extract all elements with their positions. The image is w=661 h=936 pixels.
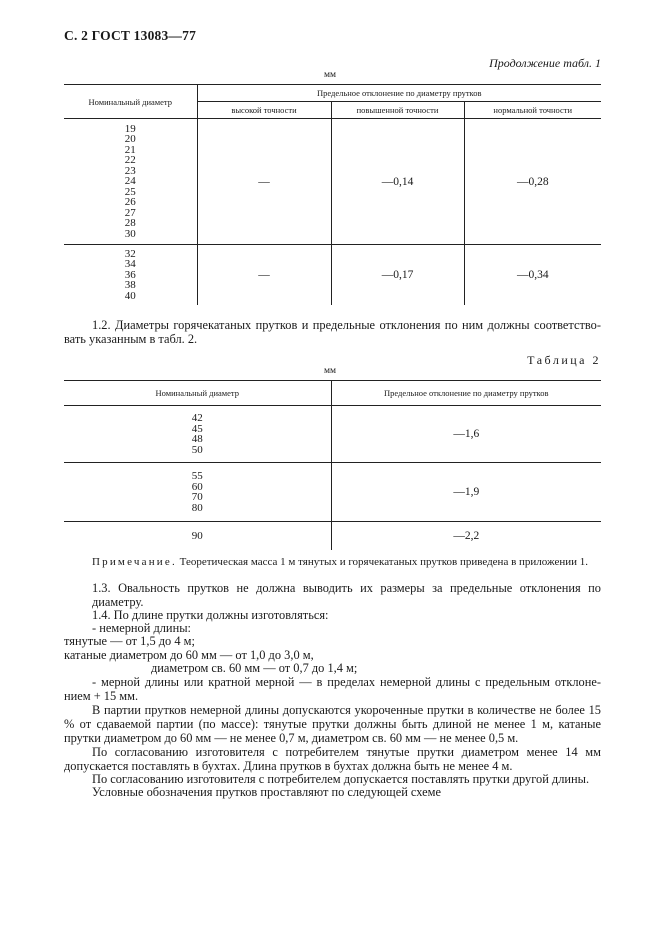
table1-subcol-normal: нормальной точности <box>493 105 573 115</box>
table-note <box>92 556 588 568</box>
table-cell: — <box>197 119 331 245</box>
table1-col-nominal: Номинальный диаметр <box>64 85 197 119</box>
table-row <box>64 245 601 306</box>
size-value: 27 <box>124 206 136 219</box>
paragraph: По согласованию изготовителя с потребителем допускается поставлять прутки другой длины. <box>92 772 590 787</box>
size-list <box>64 249 197 302</box>
size-value: 38 <box>124 279 136 292</box>
list-item: тянутые — от 1,5 до 4 м; <box>64 634 195 649</box>
table-cell: —1,9 <box>331 463 601 522</box>
size-value: 28 <box>124 217 136 230</box>
size-value: 55 <box>191 470 203 482</box>
table-cell: —0,28 <box>464 119 601 245</box>
body-text <box>64 581 601 799</box>
table1-subcol-increased: повышенной точности <box>331 102 464 119</box>
size-value: 22 <box>124 154 136 167</box>
size-value: 26 <box>124 196 136 209</box>
size-value: 24 <box>124 175 136 188</box>
size-value: 36 <box>124 268 136 281</box>
table1-unit: мм <box>324 70 337 80</box>
size-list <box>64 531 331 542</box>
size-list <box>64 124 197 240</box>
table-1 <box>64 84 601 305</box>
size-value: 21 <box>124 143 136 156</box>
table-cell: — <box>197 245 331 306</box>
list-item: - немерной длины: <box>92 621 191 636</box>
size-list <box>64 413 331 455</box>
size-value: 34 <box>124 258 136 271</box>
size-value: 60 <box>191 480 203 493</box>
table-continuation-label: Продолжение табл. 1 <box>489 56 601 70</box>
paragraph: Условные обозначения прутков проставляют по следующей схеме <box>92 785 441 800</box>
size-value: 25 <box>124 185 136 198</box>
size-value: 40 <box>124 289 136 302</box>
table1-sizes-cell <box>64 245 197 306</box>
paragraph-1-3: 1.3. Овальность прутков не должна выводить их размеры за предельные отклонения по диаметру. <box>92 581 601 609</box>
table-cell: —2,2 <box>453 530 480 542</box>
list-item: катаные диаметром до 60 мм — от 1,0 до 3,0 м, <box>64 647 314 662</box>
table2-col-nominal: Номинальный диаметр <box>64 381 331 406</box>
paragraph: В партии прутков немерной длины допускаются укороченные прутки в количестве не более 15 % от сдаваемой партии (по массе): тянутые прутки должны быть длиной не менее 1 м, катаные прутки диаметром до 60 мм — не менее 0,7 м, диаметром св. 60 мм — не менее 0,5 м. <box>64 703 601 746</box>
table2-sizes-cell <box>64 406 331 463</box>
table-cell: —0,34 <box>516 269 549 281</box>
paragraph-1-2: 1.2. Диаметры горячекатаных прутков и предельные отклонения по ним должны соответство-вать указанным в табл. 2. <box>64 318 601 346</box>
note-text: Теоретическая масса 1 м тянутых и горячекатаных прутков приведена в приложении 1. <box>179 556 589 568</box>
table1-sizes-cell <box>64 119 197 245</box>
size-value: 42 <box>191 412 203 424</box>
size-value: 70 <box>191 491 203 503</box>
table-cell: —1,6 <box>331 406 601 463</box>
size-value: 80 <box>191 501 203 514</box>
table2-unit: мм <box>324 366 337 376</box>
size-value: 19 <box>124 122 136 135</box>
size-value: 48 <box>191 433 203 445</box>
size-value: 45 <box>191 422 203 435</box>
table2-col-deviation: Предельное отклонение по диаметру прутков <box>383 388 549 398</box>
page-header: С. 2 ГОСТ 13083—77 <box>64 28 197 43</box>
table-row <box>64 406 601 463</box>
table-row <box>64 463 601 522</box>
size-value: 30 <box>124 227 136 240</box>
size-value: 32 <box>124 247 136 260</box>
table-cell: —0,17 <box>331 245 464 306</box>
table2-sizes-cell <box>64 522 331 551</box>
table-cell: —0,14 <box>331 119 464 245</box>
paragraph: По согласованию изготовителя с потребителем тянутые прутки диаметром менее 14 мм допускается поставлять в бухтах. Длина прутков в бухтах должна быть не менее 4 м. <box>64 745 601 774</box>
size-value: 90 <box>191 529 203 542</box>
size-value: 50 <box>191 443 203 456</box>
list-item: - мерной длины или кратной мерной — в пределах немерной длины с предельным отклоне-нием + 15 мм. <box>64 675 601 704</box>
table-row <box>64 522 601 551</box>
table-row <box>64 119 601 245</box>
table1-col-deviation: Предельное отклонение по диаметру прутков <box>197 85 601 102</box>
table2-label: Таблица 2 <box>527 353 601 367</box>
paragraph-1-4: 1.4. По длине прутки должны изготовляться: <box>92 608 329 622</box>
table2-sizes-cell <box>64 463 331 522</box>
size-list <box>64 471 331 513</box>
list-item: диаметром св. 60 мм — от 0,7 до 1,4 м; <box>151 660 358 675</box>
size-value: 20 <box>124 133 136 146</box>
note-label: Примечание. <box>92 556 177 568</box>
size-value: 23 <box>124 164 136 177</box>
table1-subcol-high: высокой точности <box>197 102 331 119</box>
table-2 <box>64 380 601 550</box>
